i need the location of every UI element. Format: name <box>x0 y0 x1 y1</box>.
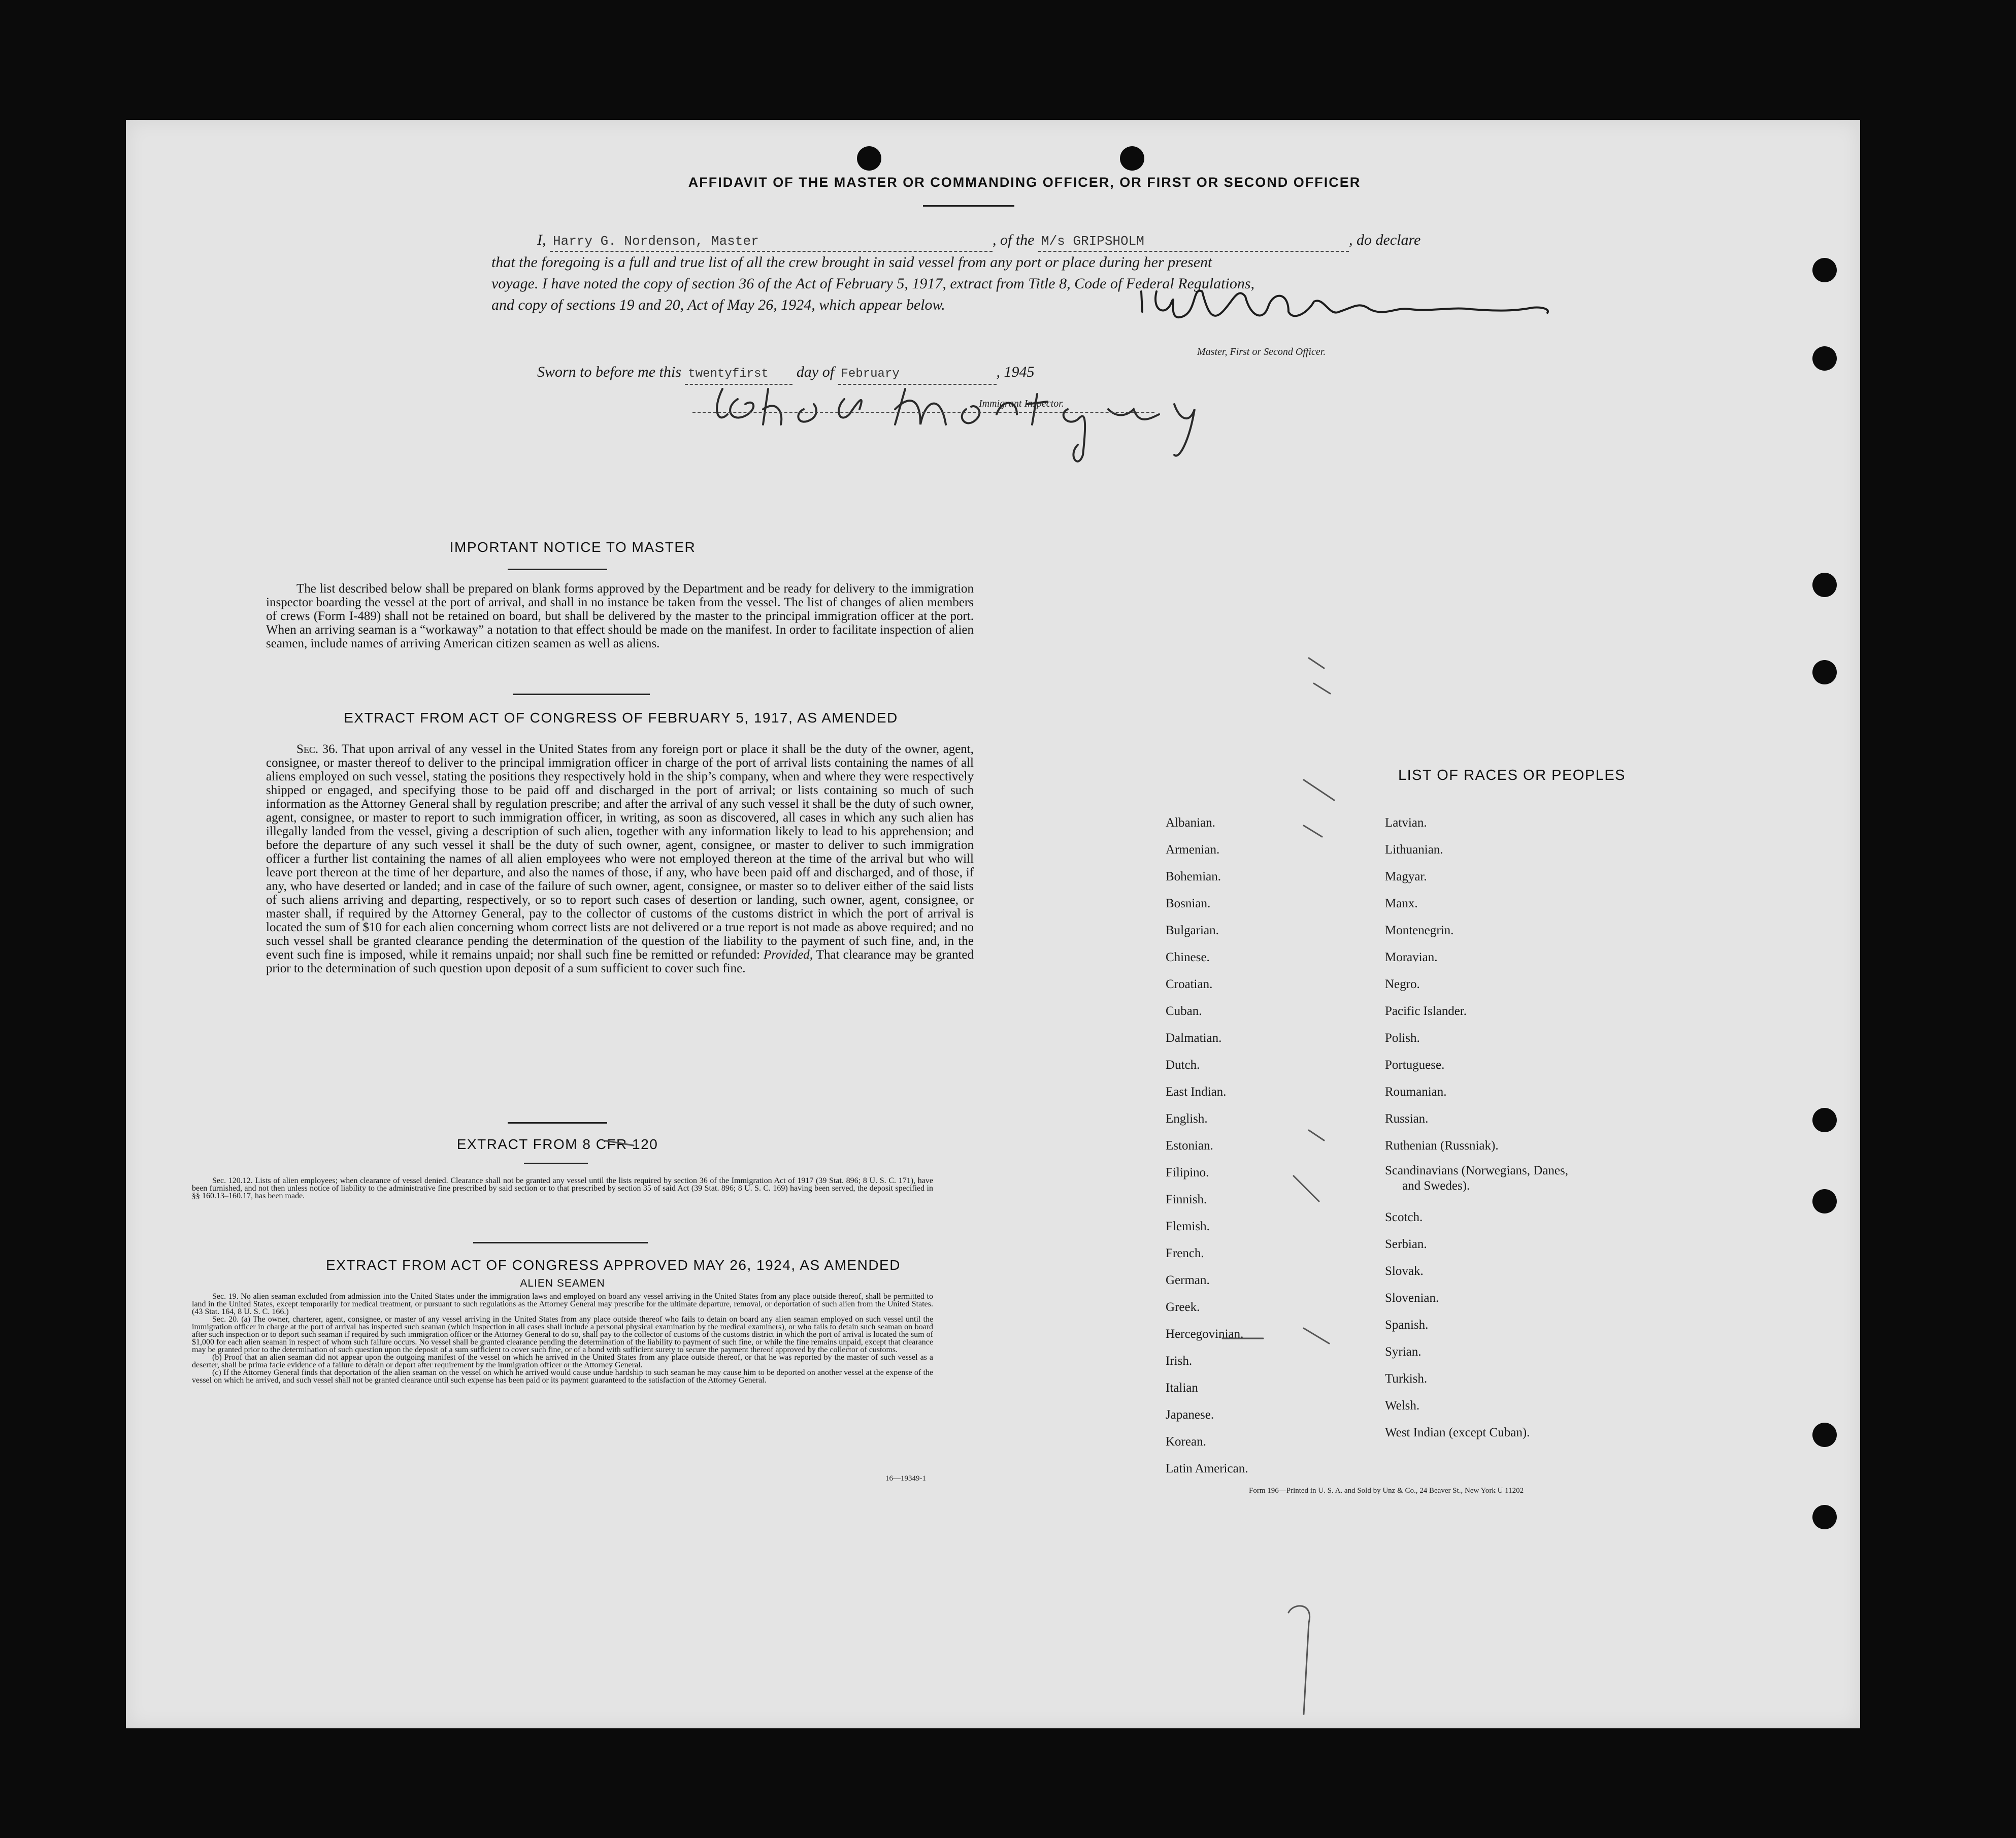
notice-body: The list described below shall be prepared on blank forms approved by the Department and be ready for delivery to the immigration inspector boarding the vessel at the port of arrival, and shall in no instance be taken from the vessel. The list of changes of alien members of crews (Form I-489) shall not be retained on board, but shall be delivered by the master to the principal immigration officer at the port. When an arriving seaman is a “workaway” a notation to that effect should be made on the manifest. In order to facilitate inspection of alien seamen, include names of arriving American citizen seamen as well as aliens. <box>266 582 974 650</box>
race-item: Lithuanian. <box>1385 843 1443 857</box>
affidavit-line-3: voyage. I have noted the copy of section 36 of the Act of February 5, 1917, extract from Title 8, Code of Federal Regulations, <box>491 275 1255 292</box>
sec-19-text: Sec. 19. No alien seaman excluded from admission into the United States under the immigration laws and employed on board any vessel arriving in the United States from any place outside thereof, shall be permitted to land in the United States, except temporarily for medical treatment, or pursuant to such regulations as the Attorney General may prescribe for the ultimate departure, removal, or deportation of such alien from the United States. (43 Stat. 164, 8 U. S. C. 166.) <box>192 1292 933 1316</box>
race-item: East Indian. <box>1166 1085 1227 1099</box>
race-item: Italian <box>1166 1381 1198 1395</box>
affidavit-line-2: that the foregoing is a full and true list of all the crew brought in said vessel from any port or place during her present <box>491 254 1212 271</box>
race-item: Scotch. <box>1385 1210 1423 1224</box>
affidavit-of-the: , of the <box>993 232 1035 248</box>
race-item: Estonian. <box>1166 1139 1213 1153</box>
race-item: Dalmatian. <box>1166 1031 1222 1045</box>
sec-20b-text: (b) Proof that an alien seaman did not appear upon the outgoing manifest of the vessel on which he arrived in the United States from any place outside thereof, or that he was reported by the master of such vessel as a deserter, shall be prima facie evidence of a failure to detain or deport after requirement by the immigration officer or the Attorney General. <box>192 1353 933 1369</box>
cfr-body: Sec. 120.12. Lists of alien employees; when clearance of vessel denied. Clearance shall not be granted any vessel until the lists required by section 36 of the Immigration Act of 1917 (39 Stat. 896; 8 U. S. C. 171), have been furnished, and not then unless notice of liability to the administrative fine prescribed by said section or to that prescribed by section 35 of said Act (39 Stat. 896; 8 U. S. C. 169) having been served, the deposit specified in §§ 160.13–160.17, has been made. <box>192 1176 933 1200</box>
race-item: French. <box>1166 1246 1204 1260</box>
race-item: Chinese. <box>1166 950 1210 964</box>
affidavit-prefix: I, <box>537 232 546 248</box>
sworn-year: , 1945 <box>996 364 1035 380</box>
race-item: Albanian. <box>1166 816 1215 830</box>
printer-footer: Form 196—Printed in U. S. A. and Sold by Unz & Co., 24 Beaver St., New York U 11202 <box>1249 1487 1524 1495</box>
proviso-label: Provided, <box>764 948 813 962</box>
affidavit-line-4: and copy of sections 19 and 20, Act of May 26, 1924, which appear below. <box>491 297 945 313</box>
stray-marks <box>126 120 1860 1728</box>
sworn-month-field: February <box>838 365 997 385</box>
extract-1917-title: EXTRACT FROM ACT OF CONGRESS OF FEBRUARY 5, 1917, AS AMENDED <box>344 710 898 726</box>
race-item: Portuguese. <box>1385 1058 1445 1072</box>
race-item: Moravian. <box>1385 950 1438 964</box>
affidavit-declare: , do declare <box>1349 232 1421 248</box>
sworn-prefix: Sworn to before me this <box>537 364 681 380</box>
race-item: Manx. <box>1385 897 1418 910</box>
race-item: Filipino. <box>1166 1166 1209 1179</box>
race-item: Greek. <box>1166 1300 1200 1314</box>
races-title: LIST OF RACES OR PEOPLES <box>1398 767 1626 783</box>
race-item: English. <box>1166 1112 1208 1126</box>
proviso-text: That clearance may be granted prior to the determination of such question upon deposit of a sum sufficient to cover such fine. <box>266 948 974 975</box>
affidavit-title: AFFIDAVIT OF THE MASTER OR COMMANDING OFFICER, OR FIRST OR SECOND OFFICER <box>688 175 1361 190</box>
inspector-caption: Immigrant Inspector. <box>979 398 1064 409</box>
race-item: Turkish. <box>1385 1372 1428 1386</box>
race-item: Serbian. <box>1385 1237 1427 1251</box>
sworn-day-field: twentyfirst <box>685 365 792 385</box>
race-item: Finnish. <box>1166 1193 1207 1206</box>
race-item: Negro. <box>1385 977 1420 991</box>
race-item: Slovenian. <box>1385 1291 1439 1305</box>
race-item: Welsh. <box>1385 1399 1420 1413</box>
race-item: Cuban. <box>1166 1004 1202 1018</box>
race-item: Pacific Islander. <box>1385 1004 1467 1018</box>
race-item: Flemish. <box>1166 1220 1210 1233</box>
race-item: Latin American. <box>1166 1462 1248 1475</box>
race-item: Bohemian. <box>1166 870 1221 883</box>
race-item: Irish. <box>1166 1354 1193 1368</box>
race-item: Ruthenian (Russniak). <box>1385 1139 1499 1153</box>
sworn-day-of: day of <box>796 364 835 380</box>
race-item: Russian. <box>1385 1112 1429 1126</box>
race-item: Bulgarian. <box>1166 924 1219 937</box>
document-page <box>126 120 1860 1728</box>
race-item: Croatian. <box>1166 977 1213 991</box>
race-item: Japanese. <box>1166 1408 1214 1422</box>
race-item: West Indian (except Cuban). <box>1385 1426 1530 1439</box>
race-item: German. <box>1166 1273 1210 1287</box>
notice-title: IMPORTANT NOTICE TO MASTER <box>449 539 696 555</box>
race-item: Montenegrin. <box>1385 924 1454 937</box>
master-caption: Master, First or Second Officer. <box>1197 346 1326 357</box>
race-item: Scandinavians (Norwegians, Danes, and Swedes). <box>1385 1164 1569 1193</box>
race-item: Dutch. <box>1166 1058 1200 1072</box>
race-item: Polish. <box>1385 1031 1420 1045</box>
race-item: Slovak. <box>1385 1264 1424 1278</box>
race-item: Roumanian. <box>1385 1085 1447 1099</box>
race-item: Bosnian. <box>1166 897 1211 910</box>
race-item: Korean. <box>1166 1435 1206 1449</box>
sec-20a-text: Sec. 20. (a) The owner, charterer, agent, consignee, or master of any vessel arriving in the United States from any place outside thereof who fails to detain on board any alien seaman employed on such vessel until the immigration officer in charge at the port of arrival has inspected such seaman (which inspection in all cases shall include a personal physical examination by the medical examiners), or who fails to detain such seaman on board after such inspection or to deport such seaman if required by such immigration officer or the Attorney General to do so, shall pay to the collector of customs of the customs district in which the port of arrival is located the sum of $1,000 for each alien seaman in respect of whom such failure occurs. No vessel shall be granted clearance pending the determination of the liability to payment of such fine, or while the fine remains unpaid, except that clearance may be granted prior to the determination of such question upon the deposit of a sum sufficient to cover such fine, or of a bond with sufficient surety to secure the payment thereof approved by the collector of customs. <box>192 1315 933 1354</box>
sec-36-text: That upon arrival of any vessel in the United States from any foreign port or place it shall be the duty of the owner, agent, consignee, or master thereof to deliver to the principal immigration officer in charge of the port of arrival lists containing the names of all aliens employed on such vessel, stating the positions they respectively hold in the ship’s company, when and where they were respectively shipped or engaged, and specifying those to be paid off and discharged in the port of arrival; or lists containing so much of such information as the Attorney General shall by regulation prescribe; and after the arrival of any such vessel it shall be the duty of such owner, agent, consignee, or master to report to such immigration officer, in writing, as soon as discovered, all cases in which any such alien has illegally landed from the vessel, giving a description of such alien, together with any information likely to lead to his apprehension; and before the departure of any such vessel it shall be the duty of such owner, agent, consignee, or master to deliver to such immigration officer a further list containing the names of all alien employees who were not employed thereon at the time of the arrival but who will leave port thereon at the time of her departure, and also the names of those, if any, who have been paid off and discharged, and of those, if any, who have deserted or landed; and in case of the failure of such owner, agent, consignee, or master so to deliver either of the said lists of such aliens arriving and departing, respectively, or so to report such cases of desertion or landing, such owner, agent, consignee, or master shall, if required by the Attorney General, pay to the collector of customs of the customs district in which the port of arrival is located the sum of $10 for each alien concerning whom correct lists are not delivered or a true report is not made as above required; and no such vessel shall be granted clearance pending the determination of the question of the liability to the payment of such fine, and, in the event such fine is imposed, while it remains unpaid; nor shall such fine be remitted or refunded: <box>266 742 974 962</box>
extract-1924-title: EXTRACT FROM ACT OF CONGRESS APPROVED MAY 26, 1924, AS AMENDED <box>326 1257 901 1273</box>
cfr-title: EXTRACT FROM 8 CFR 120 <box>456 1136 658 1152</box>
race-item: Armenian. <box>1166 843 1220 857</box>
race-item: Spanish. <box>1385 1318 1429 1332</box>
extract-1924-subtitle: ALIEN SEAMEN <box>520 1277 605 1289</box>
race-item: Hercegovinian. <box>1166 1327 1244 1341</box>
race-item: Syrian. <box>1385 1345 1422 1359</box>
form-code: 16—19349-1 <box>885 1474 926 1483</box>
race-item: Latvian. <box>1385 816 1427 830</box>
vessel-name-field: M/s GRIPSHOLM <box>1038 232 1349 252</box>
sec-20c-text: (c) If the Attorney General finds that deportation of the alien seaman on the vessel on which he arrived would cause undue hardship to such seaman he may cause him to be deported on another vessel at the expense of the vessel on which he arrived, and such vessel shall not be granted clearance until such expense has been paid or its payment guaranteed to the satisfaction of the Attorney General. <box>192 1368 933 1385</box>
master-name-field: Harry G. Nordenson, Master <box>550 232 993 252</box>
race-item: Magyar. <box>1385 870 1427 883</box>
sec-36-label: Sec. 36. <box>296 742 338 756</box>
